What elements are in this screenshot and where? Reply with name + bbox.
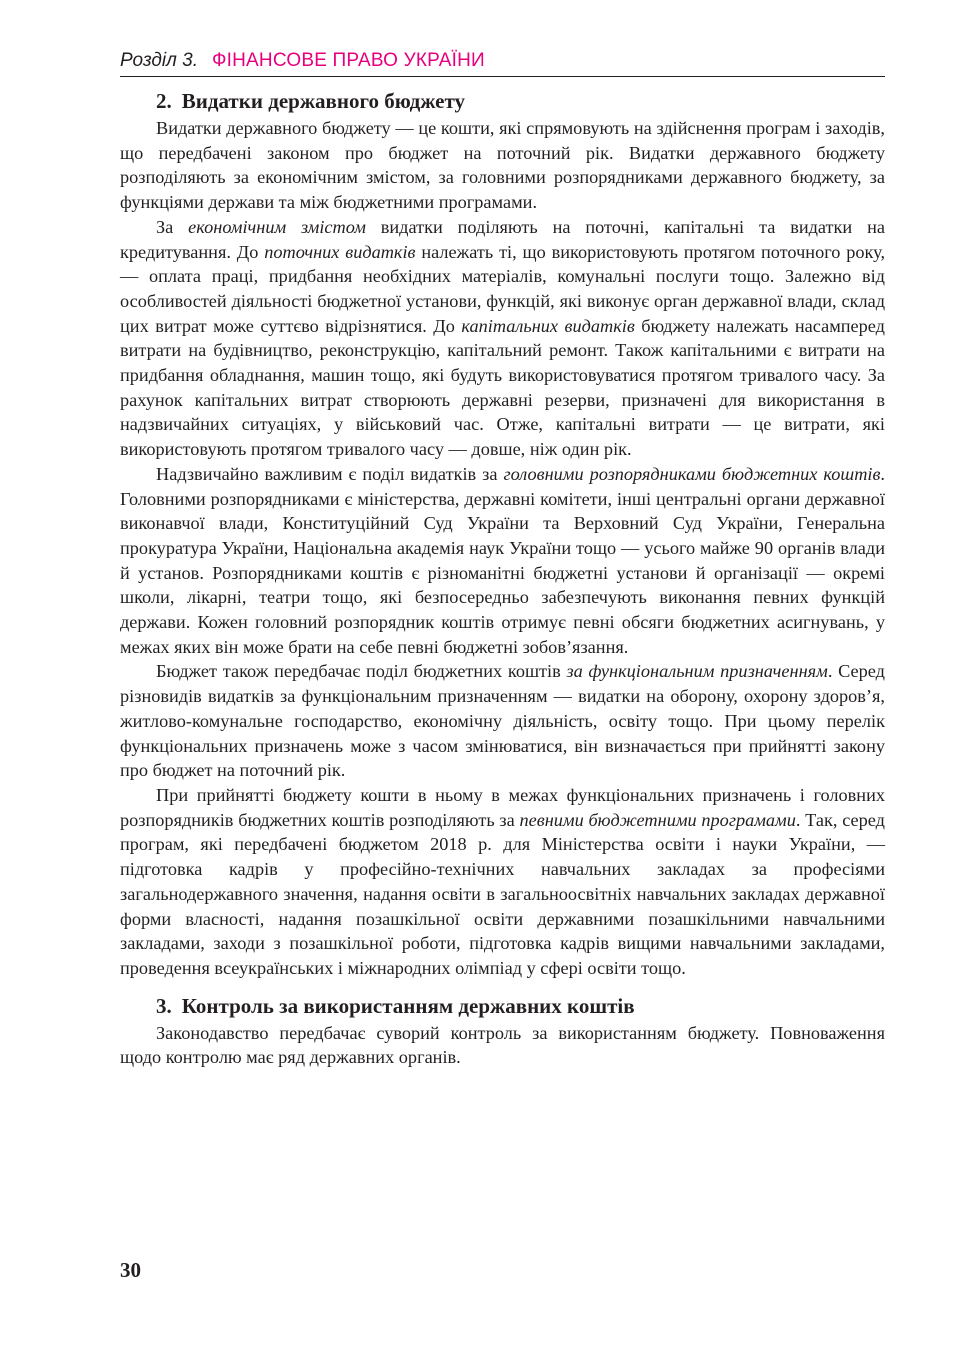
emphasis-term: певними бюджетними програмами [519, 809, 796, 830]
section-number: 3. [156, 993, 172, 1018]
paragraph [120, 116, 885, 215]
paragraph [120, 215, 885, 462]
text-run: . Серед різновидів видатків за функціональним призначенням — видатки на оборону, охорону здоров’я, житлово-комунальне господарство, економічну діяльність, освіту тощо. При цьому перелік функціональних призначень може з часом змінюватися, він визначається при прийнятті закону про бюджет на поточний рік. [120, 661, 885, 781]
text-run: При прийнятті бюджету кошти в ньому в межах функціональних призначень і головних розпорядників бюджетних коштів розподіляють за [120, 784, 885, 830]
section-title: Контроль за використанням державних коштів [181, 993, 635, 1018]
section-heading-3 [120, 991, 885, 1021]
section-body-2 [120, 116, 885, 981]
section-label: Розділ 3. [120, 50, 198, 71]
paragraph [120, 462, 885, 660]
emphasis-term: поточних видатків [264, 241, 416, 262]
page-content [120, 86, 885, 1070]
text-run: належать ті, що використовують протягом поточного року, — оплата праці, придбання необхідних матеріалів, комунальні послуги тощо. Залежно від особливостей діяльності бюджетної установи, функцій, які виконує орган державної влади, склад цих витрат може суттєво відрізнятися. До [120, 241, 886, 336]
text-run: Бюджет також передбачає поділ бюджетних коштів [156, 661, 567, 682]
emphasis-term: капітальних видатків [461, 315, 635, 336]
text-run: Надзвичайно важливим є поділ видатків за [156, 463, 504, 484]
section-number: 2. [156, 89, 172, 113]
emphasis-term: економічним змістом [188, 216, 366, 237]
text-run: Видатки державного бюджету — це кошти, які спрямовують на здійснення програм і заходів, що передбачені законом про бюджет на поточний рік. Видатки державного бюджету розподіляють за економічним змістом, за головними розпорядниками державного бюджету, за функціями держави та між бюджетними програмами. [120, 118, 885, 213]
text-run: За [156, 216, 189, 237]
paragraph [120, 1021, 885, 1070]
text-run: Законодавство передбачає суворий контроль за використанням бюджету. Повноваження щодо контролю має ряд державних органів. [120, 1022, 885, 1068]
text-run: видатки поділяють на поточні, капітальні та видатки на кредитування. До [120, 216, 885, 262]
section-body-3 [120, 1021, 885, 1070]
emphasis-term: за функціональним призначенням [566, 661, 828, 682]
emphasis-term: головними розпорядниками бюджетних коштів [503, 463, 881, 484]
section-heading-2 [120, 86, 885, 116]
paragraph [120, 783, 885, 981]
chapter-title: ФІНАНСОВЕ ПРАВО УКРАЇНИ [212, 50, 485, 71]
text-run: . Так, серед програм, які передбачені бюджетом 2018 р. для Міністерства освіти і науки України, — підготовка кадрів у професійно-технічних навчальних закладах за професіями загальнодержавного значення, надання освіти в загальноосвітніх навчальних закладах державної форми власності, надання позашкільної освіти державними позашкільними навчальними закладами, заходи з позашкільної роботи, підготовка кадрів вищими навчальними закладами, проведення всеукраїнських і міжнародних олімпіад у сфері освіти тощо. [120, 809, 885, 978]
running-head [120, 48, 885, 77]
text-run: бюджету належать насамперед витрати на будівництво, реконструкцію, капітальний ремонт. Також капітальними є витрати на придбання обладнання, машин тощо, які будуть використовуватися протягом тривалого часу. За рахунок капітальних витрат створюють державні резерви, призначені для використання в надзвичайних ситуаціях, у військовий час. Отже, капітальні витрати — це витрати, які використовують протягом тривалого часу — довше, ніж один рік. [120, 315, 885, 460]
paragraph [120, 659, 885, 783]
page-number: 30 [120, 1258, 141, 1282]
section-title: Видатки державного бюджету [181, 89, 466, 113]
text-run: . Головними розпорядниками є міністерства, державні комітети, інші центральні органи державної виконавчої влади, Конституційний Суд України та Верховний Суд України, Генеральна прокуратура України, Національна академія наук України тощо — усього майже 90 органів влади й установ. Розпорядниками коштів є різноманітні бюджетні установи й організації — окремі школи, лікарні, театри тощо, які безпосередньо забезпечують виконання певних функцій держави. Кожен головний розпорядник коштів отримує певні обсяги бюджетних асигнувань, у межах яких він може брати на себе певні бюджетні зобов’язання. [120, 463, 885, 657]
